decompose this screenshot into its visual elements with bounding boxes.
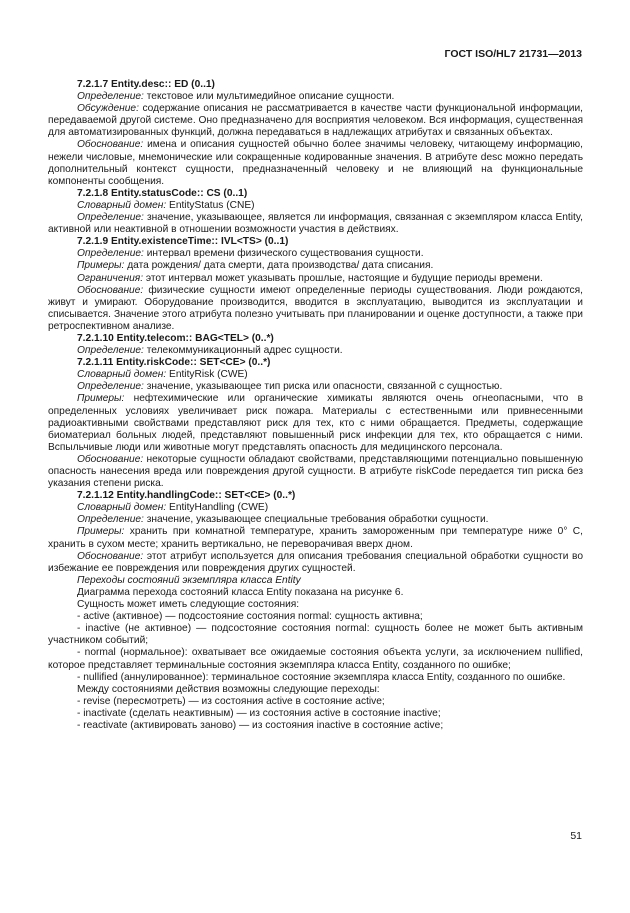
- labeled-paragraph: [48, 273, 583, 285]
- labeled-paragraph: [48, 393, 583, 453]
- paragraph-text: значение, указывающее тип риска или опасности, связанной с сущностью.: [143, 381, 503, 393]
- section-heading: 7.2.1.11 Entity.riskCode:: SET<CE> (0..*): [77, 357, 271, 369]
- labeled-paragraph: [48, 212, 583, 236]
- paragraph-text: телекоммуникационный адрес сущности.: [143, 345, 343, 357]
- paragraph-label: Определение:: [77, 345, 144, 357]
- labeled-paragraph: [48, 345, 583, 357]
- paragraph: - reactivate (активировать заново) — из состояния inactive в состояние active;: [77, 719, 444, 731]
- labeled-paragraph: [48, 139, 583, 187]
- paragraph-label: Ограничения:: [77, 272, 144, 284]
- section-heading: 7.2.1.9 Entity.existenceTime:: IVL<TS> (0..1): [77, 236, 289, 248]
- paragraph-text: нефтехимические или органические химикаты являются очень огнеопасными, что в определенных условиях увеличивает риск пожара. Материалы с естественными или привнесенными радиоактивными свойствами представляют риск для тех, кто с ними обращается. Предметы, содержащие биоматериал больных людей, представляют повышенный риск инфекции для тех, кто обращается с ними. Вспыльчивые люди или животные могут представлять опасность для медицинского персонала.: [48, 393, 583, 453]
- labeled-paragraph: [48, 551, 583, 575]
- paragraph-text: этот интервал может указывать прошлые, настоящие и будущие периоды времени.: [143, 272, 543, 284]
- paragraph-text: текстовое или мультимедийное описание сущности.: [143, 91, 395, 103]
- paragraph-label: Определение:: [77, 248, 144, 260]
- paragraph: - inactive (не активное) — подсостояние состояния normal: сущность более не может быть активным участником событий;: [48, 623, 583, 647]
- labeled-paragraph: [48, 454, 583, 490]
- subsection-title: Переходы состояний экземпляра класса Entity: [77, 574, 301, 586]
- paragraph-text: имена и описания сущностей обычно более значимы человеку, читающему информацию, нежели числовые, мнемонические или сокращенные кодированные значения. В атрибуте desc можно передать дополнительный контекст сущности, предназначенный человеку и не влияющий на функциональные компоненты сообщения.: [48, 139, 583, 187]
- paragraph-label: Примеры:: [77, 393, 125, 405]
- paragraph-text: EntityHandling (CWE): [166, 502, 269, 514]
- paragraph-text: значение, указывающее, является ли информация, связанная с экземпляром класса Entity, активной или неактивной в отношении возможности участия в действиях.: [48, 212, 583, 236]
- document-header: ГОСТ ISO/HL7 21731—2013: [444, 48, 582, 60]
- paragraph-text: EntityStatus (CNE): [166, 199, 255, 211]
- labeled-paragraph: [48, 381, 583, 393]
- labeled-paragraph: [48, 260, 583, 272]
- paragraph-label: Обоснование:: [77, 550, 144, 562]
- paragraph-text: интервал времени физического существования сущности.: [143, 248, 424, 260]
- paragraph-label: Словарный домен:: [77, 199, 167, 211]
- paragraph: Между состояниями действия возможны следующие переходы:: [77, 683, 380, 695]
- paragraph-label: Словарный домен:: [77, 369, 167, 381]
- paragraph-text: значение, указывающее специальные требования обработки сущности.: [143, 514, 489, 526]
- paragraph-text: EntityRisk (CWE): [166, 369, 248, 381]
- document-body: [48, 79, 583, 732]
- paragraph-text: хранить при комнатной температуре, хранить замороженным при температуре ниже 0° C, хранить в сухом месте; хранить вертикально, не переворачивая вверх дном.: [48, 526, 583, 550]
- labeled-paragraph: [48, 502, 583, 514]
- labeled-paragraph: [48, 200, 583, 212]
- page-number: 51: [570, 830, 582, 842]
- labeled-paragraph: [48, 91, 583, 103]
- paragraph-label: Словарный домен:: [77, 502, 167, 514]
- paragraph: - nullified (аннулированное): терминальное состояние экземпляра класса Entity, созданного по ошибке.: [77, 671, 566, 683]
- paragraph-label: Обоснование:: [77, 139, 144, 151]
- labeled-paragraph: [48, 285, 583, 333]
- paragraph-label: Определение:: [77, 212, 144, 224]
- labeled-paragraph: [48, 103, 583, 139]
- paragraph: - inactivate (сделать неактивным) — из состояния active в состояние inactive;: [77, 707, 441, 719]
- paragraph-text: содержание описания не рассматривается в качестве части функциональной информации, передаваемой другой системе. Оно предназначено для восприятия человеком. Вся информация, существенная для автоматизированных функций, должна передаваться в надлежащих атрибутах и связанных объектах.: [48, 103, 583, 139]
- paragraph-text: дата рождения/ дата смерти, дата производства/ дата списания.: [124, 260, 434, 272]
- paragraph-text: этот атрибут используется для описания требования специальной обработки сущности во избежание ее повреждения или повреждения других сущностей.: [48, 550, 583, 574]
- section-heading: 7.2.1.12 Entity.handlingCode:: SET<CE> (0..*): [77, 490, 296, 502]
- paragraph-label: Примеры:: [77, 526, 125, 538]
- labeled-paragraph: [48, 369, 583, 381]
- paragraph-label: Обоснование:: [77, 284, 144, 296]
- paragraph-label: Определение:: [77, 381, 144, 393]
- paragraph: - normal (нормальное): охватывает все ожидаемые состояния объекта услуги, за исключением nullified, которое представляет терминальные состояния экземпляра класса Entity, созданного по ошибке;: [48, 647, 583, 671]
- paragraph-text: некоторые сущности обладают свойствами, представляющими потенциально повышенную опасность нанесения вреда или повреждения другой сущности. В атрибуте riskCode передается тип риска без указания степени риска.: [48, 453, 583, 490]
- paragraph-label: Определение:: [77, 91, 144, 103]
- paragraph: Сущность может иметь следующие состояния:: [77, 599, 300, 611]
- paragraph-label: Обоснование:: [77, 453, 144, 465]
- paragraph: - active (активное) — подсостояние состояния normal: сущность активна;: [77, 611, 423, 623]
- section-heading: 7.2.1.10 Entity.telecom:: BAG<TEL> (0..*): [77, 332, 274, 344]
- paragraph-label: Определение:: [77, 514, 144, 526]
- paragraph: Диаграмма перехода состояний класса Entity показана на рисунке 6.: [77, 586, 404, 598]
- section-heading: 7.2.1.7 Entity.desc:: ED (0..1): [77, 79, 215, 90]
- labeled-paragraph: [48, 526, 583, 550]
- labeled-paragraph: [48, 514, 583, 526]
- paragraph-label: Обсуждение:: [77, 103, 139, 115]
- paragraph-text: физические сущности имеют определенные периоды существования. Люди рождаются, живут и умирают. Оборудование производится, вводится в эксплуатацию, выводится из эксплуатации и списывается. Значение этого атрибута полезно учитывать при планировании и оценке доступности, а также при ретроспективном анализе.: [48, 284, 583, 332]
- section-heading: 7.2.1.8 Entity.statusCode:: CS (0..1): [77, 187, 248, 199]
- labeled-paragraph: [48, 248, 583, 260]
- paragraph: - revise (пересмотреть) — из состояния active в состояние active;: [77, 695, 385, 707]
- paragraph-label: Примеры:: [77, 260, 125, 272]
